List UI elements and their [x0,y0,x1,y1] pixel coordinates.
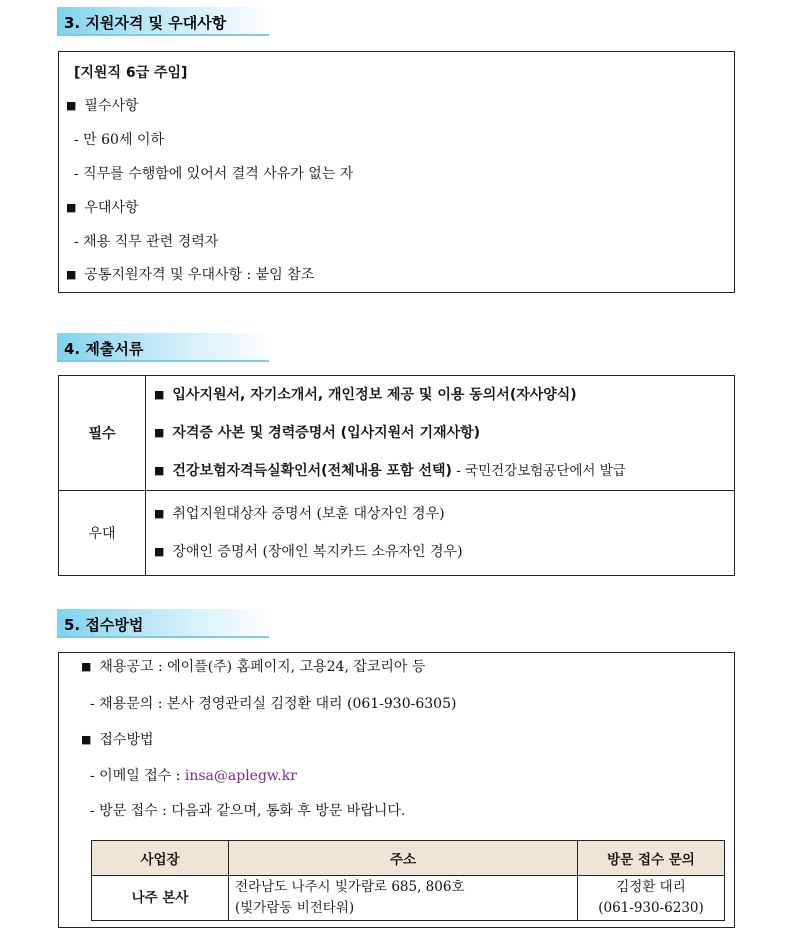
issuer-note: - 국민건강보험공단에서 발급 [451,463,626,479]
table-row [92,876,725,921]
email-application: - 이메일 접수 : insa@aplegw.kr [90,768,297,784]
required-doc-item: ■ 건강보험자격득실확인서(전체내용 포함 선택) - 국민건강보험공단에서 발급 [154,452,734,490]
site-name: 나주 본사 [92,876,229,921]
section-3-title: 3. 지원자격 및 우대사항 [64,14,227,32]
section-3-header [57,7,269,36]
section-5-header [57,609,269,638]
email-link[interactable]: insa@aplegw.kr [184,768,297,784]
site-address: 전라남도 나주시 빛가람로 685, 806호 (빛가람동 비전타워) [229,876,578,921]
job-inquiry: - 채용문의 : 본사 경영관리실 김정환 대리 (061-930-6305) [90,696,457,712]
required-docs-row [59,376,735,491]
header-contact: 방문 접수 문의 [578,841,725,876]
header-address: 주소 [229,841,578,876]
preferred-heading: ■ 우대사항 [66,197,139,217]
application-method-heading: ■ 접수방법 [81,729,154,749]
preferred-docs-label: 우대 [59,491,146,576]
section-5-title: 5. 접수방법 [64,616,144,634]
job-notice-channels: ■ 채용공고 : 에이플(주) 홈페이지, 고용24, 잡코리아 등 [81,656,425,676]
section-4-header [57,333,269,362]
required-docs-label: 필수 [59,376,146,491]
required-age: - 만 60세 이하 [74,132,164,148]
header-site: 사업장 [92,841,229,876]
required-heading: ■ 필수사항 [66,95,139,115]
documents-table [58,375,735,576]
preferred-experience: - 채용 직무 관련 경력자 [74,234,219,250]
common-qualification-note: ■ 공통지원자격 및 우대사항 : 붙임 참조 [66,264,314,284]
required-doc-item: ■ 입사지원서, 자기소개서, 개인정보 제공 및 이용 동의서(자사양식) [154,376,734,414]
visit-table-header [92,841,725,876]
preferred-doc-item: ■ 장애인 증명서 (장애인 복지카드 소유자인 경우) [154,533,734,571]
position-subtitle: [지원직 6급 주임] [74,65,188,81]
required-no-disqualification: - 직무를 수행함에 있어서 결격 사유가 없는 자 [74,166,354,182]
required-docs-list [146,376,735,491]
section-4-title: 4. 제출서류 [64,340,144,358]
preferred-docs-row [59,491,735,576]
preferred-docs-list [146,491,735,576]
site-contact: 김정환 대리 (061-930-6230) [578,876,725,921]
visit-application: - 방문 접수 : 다음과 같으며, 통화 후 방문 바랍니다. [90,803,406,819]
required-doc-item: ■ 자격증 사본 및 경력증명서 (입사지원서 기재사항) [154,414,734,452]
preferred-doc-item: ■ 취업지원대상자 증명서 (보훈 대상자인 경우) [154,495,734,533]
visit-table [91,840,725,921]
